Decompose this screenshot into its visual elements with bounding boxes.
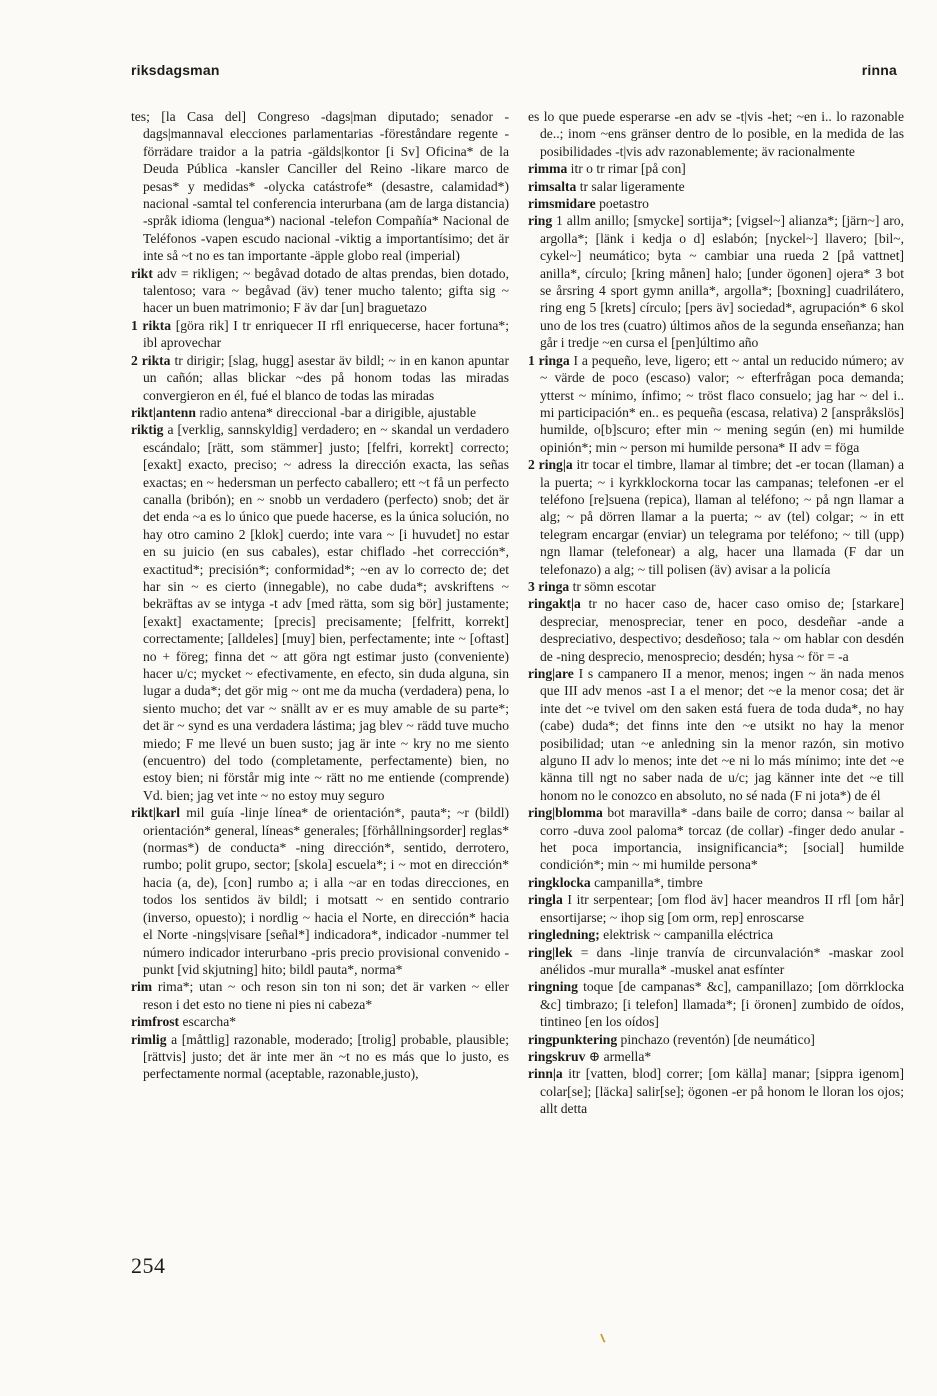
dictionary-entry — [528, 108, 904, 160]
dictionary-entry — [528, 212, 904, 351]
dictionary-entry — [131, 317, 509, 352]
dictionary-entry — [528, 578, 904, 595]
headword: rimsmidare — [528, 196, 596, 212]
dictionary-entry — [528, 160, 904, 177]
dictionary-entry — [528, 456, 904, 578]
definition-text: I itr serpentear; [om flod äv] hacer meandros II rfl [om hår] ensortijarse; ~ ihop sig [om orm, rep] enroscarse — [540, 892, 904, 925]
definition-text: tes; [la Casa del] Congreso -dags|man diputado; senador -dags|mannaval elecciones parlamentarias -föreståndare regente -förrädare traidor a la patria -gälds|kontor [i Sv] Oficina* de la Deuda Pública -kansler Canciller del Reino -likare marco de pesas* y medidas* -olycka catástrofe* (desastre, calamidad*) nacional -samtal tel conferencia interurbana (am de larga distancia) -språk idioma (lengua*) nacional -telefon Compañía* Nacional de Teléfonos -vapen escudo nacional -viktig a importantísimo; det är inte så ~t no es tan importante -äpple globo real (imperial) — [131, 109, 509, 264]
dictionary-entry — [528, 178, 904, 195]
dictionary-entry — [131, 1031, 509, 1083]
headword: riktig — [131, 422, 164, 438]
left-column — [131, 108, 509, 1083]
definition-text: toque [de campanas* &c], campanillazo; [om dörrklocka &c] timbrazo; [i telefon] llamada*; [i öronen] zumbido de oídos, tintineo [en los oídos] — [540, 979, 904, 1030]
dictionary-entry — [131, 421, 509, 804]
dictionary-entry — [528, 926, 904, 943]
dictionary-entry — [528, 978, 904, 1030]
headword: ringpunktering — [528, 1031, 618, 1047]
definition-text: pinchazo (reventón) [de neumático] — [620, 1031, 815, 1047]
dictionary-entry — [528, 891, 904, 926]
headword: rimma — [528, 161, 568, 177]
definition-text: tr sömn escotar — [572, 578, 656, 594]
running-head-left: riksdagsman — [131, 62, 220, 78]
headword: ringledning; — [528, 927, 600, 943]
headword: ring|blomma — [528, 805, 603, 821]
headword: ring|are — [528, 666, 574, 681]
dictionary-entry — [528, 665, 904, 804]
dictionary-entry — [528, 352, 905, 456]
definition-text: campanilla*, timbre — [594, 874, 703, 890]
definition-text: tr dirigir; [slag, hugg] asestar äv bildl; ~ in en kanon apuntar un cañón; allas blickar ~des på honom todas las miradas convergieron en él, fué el blanco de todas las miradas — [143, 352, 509, 403]
definition-text: = dans -linje tranvía de circunvalación* -maskar zool anélidos -mur muralla* -muskel anat esfínter — [540, 944, 904, 977]
definition-text: ⊕ armella* — [588, 1048, 652, 1064]
definition-text: adv = rikligen; ~ begåvad dotado de altas prendas, bien dotado, talentoso; vara ~ begåvad (äv) tener mucho talento; gifta sig ~ hacer un buen matrimonio; F äv dar [un] braguetazo — [143, 265, 509, 316]
headword: rikt|karl — [131, 805, 181, 821]
headword: rimlig — [131, 1031, 167, 1047]
headword: 1 rikta — [131, 317, 172, 333]
definition-text: elektrisk ~ campanilla eléctrica — [603, 927, 774, 943]
headword: ringskruv — [528, 1048, 586, 1064]
headword: rinn|a — [528, 1066, 563, 1082]
headword: ringklocka — [528, 874, 591, 890]
right-column — [528, 108, 904, 1118]
headword: 3 ringa — [528, 578, 570, 594]
definition-text: radio antena* direccional -bar a dirigible, ajustable — [199, 404, 477, 420]
definition-text: a [verklig, sannskyldig] verdadero; en ~ skandal un verdadero escándalo; [rätt, som stämmer] justo; [felfri, korrekt] correcto; [exakt] exacto, preciso; ~ adress la dirección exacta, las señas exactas; en ~ hedersman un perfecto caballero; ett ~t få un perfecto canalla (bribón); en ~ snobb un verdadero (perfecto) snob; det är det enda ~a es lo único que puede hacerse, es la única solución, no hay otro camino 2 [klok] cuerdo; inte vara ~ [i huvudet] no estar en su juicio (en sus cabales), estar chiflado -het corrección*, exactitud*; precisión*; conformidad*; ~en av lo correcto de; det har sin ~ es cierto (innegable), no cabe duda*; avskriftens ~ bekräftas av se intyga -t adv [med rätta, som sig bör] justamente; [exakt] exactamente; [precis] precisamente; [felfritt, korrekt] correctamente; [alldeles] [muy] bien, perfectamente; inte ~ [oftast] no + föreg; finna det ~ att göra ngt estimar justo (conveniente) hacer u/c; mycket ~ efectivamente, en efecto, sin duda alguna, sin lugar a duda*; det gör mig ~ ont me da mucha (verdadera) pena, lo siento mucho; det var ~ snällt av er es muy amable de su parte*; det är ~ synd es una verdadera lástima; jag blev ~ rädd tuve mucho miedo; F me llevé un buen susto; jag är inte ~ kry no me siento (encuentro) del todo (completamente, perfectamente) bien, no estoy bien; ni förstår mig inte ~ rätt no me entiende (comprende) Vd. bien; jag vet inte ~ no estoy muy seguro — [143, 422, 509, 803]
headword: rikt|antenn — [131, 404, 196, 420]
definition-text: rima*; utan ~ och reson sin ton ni son; det är varken ~ eller reson i det esto no tiene ni pies ni cabeza* — [143, 979, 509, 1012]
headword: ring|lek — [528, 944, 573, 960]
dictionary-entry — [528, 1031, 904, 1048]
definition-text: itr tocar el timbre, llamar al timbre; det -er tocan (llaman) a la puerta; ~ i kyrkklockorna tocar las campanas; telefonen -er el teléfono [re]suena (repica), llaman al teléfono; ~ på ngn llamar a alg; ~ på dörren llamar a la puerta; ~ av (tel) colgar; ~ in ett telegram encargar (enviar) un telegrama por teléfono; ~ till (upp) ngn llamar (telefonear) a alg, hacer una llamada (F dar un telefonazo) a alg; ~ till polisen (äv) avisar a la policía — [540, 457, 904, 577]
definition-text: bot maravilla* -dans baile de corro; dansa ~ bailar al corro -duva zool paloma* torcaz (de collar) -finger dedo anular -het poca importancia, insignificancia*; [social] humilde condición*; min ~ mi humilde persona* — [540, 805, 904, 873]
definition-text: [göra rik] I tr enriquecer II rfl enriquecerse, hacer fortuna*; ibl aprovechar — [143, 317, 509, 351]
headword: ringakt|a — [528, 596, 581, 612]
dictionary-entry — [131, 265, 509, 317]
definition-text: tr no hacer caso de, hacer caso omiso de; [starkare] despreciar, menospreciar, tener en poco, desdeñar -ande a despreciativo, despectivo; desdeñoso; tala ~ om hablar con desdén de -ning desprecio, menosprecio; desdén; hysa ~ för = -a — [540, 596, 904, 664]
dictionary-entry — [131, 804, 509, 978]
dictionary-entry — [528, 944, 904, 979]
dictionary-entry — [528, 1065, 904, 1117]
page-number: 254 — [131, 1253, 166, 1278]
headword: ring — [528, 213, 553, 229]
headword: 1 ringa — [528, 352, 570, 368]
definition-text: mil guía -linje línea* de orientación*, pauta*; ~r (bildl) orientación* general, líneas* generales; [förhållningsorder] reglas* (normas*) de conducta* -ning dirección*, sentido, derrotero, rumbo; polit grupo, sector; [skola] escuela*; i ~ mot en dirección* hacia (a, de), [con] rumbo a; i alla ~ar en todas direcciones, en todos los sentidos äv bildl; i motsatt ~ en sentido contrario (inverso, opuesto); i nordlig ~ hacia el Norte, en dirección* hacia el Norte -nings|visare [señal*] indicadora*, indicador -nummer tel número indicador interurbano -pris precio provisional convenido -punkt [vid skjutning] hito; bildl pauta*, norma* — [143, 805, 509, 977]
running-head-right: rinna — [861, 62, 897, 78]
headword: rikt — [131, 265, 153, 281]
definition-text: tr salar ligeramente — [579, 178, 685, 194]
definition-text: es lo que puede esperarse -en adv se -t|vis -het; ~en i.. lo razonable de..; inom ~ens gränser dentro de lo posible, en la medida de las posibilidades -t|vis adv razonablemente; äv racionalmente — [528, 109, 904, 159]
definition-text: 1 allm anillo; [smycke] sortija*; [vigsel~] alianza*; [järn~] aro, argolla*; [länk i kedja o d] eslabón; [nyckel~] llavero; [bil~, cykel~] neumático; byta ~ cambiar una rueda 2 [på vattnet] anilla*, círculo; [kring månen] halo; [under ögonen] ojera* 3 bot se årsring 4 sport gymn anilla*, argolla*; [boxning] cuadrilátero, ring eng 5 [krets] círculo; [pers äv] sociedad*, agrupación* 6 skol uno de los tres (cuatro) últimos años de la segunda enseñanza; han går i tredje ~en cursa el [pen]último año — [540, 213, 904, 351]
dictionary-entry — [131, 352, 509, 404]
headword: 2 ring|a — [528, 457, 573, 473]
definition-text: escarcha* — [182, 1014, 237, 1030]
headword: ringning — [528, 979, 578, 995]
definition-text: I a pequeño, leve, ligero; ett ~ antal un reducido número; av ~ värde de poco (escaso) valor; ~ efterfrågan poca demanda; ytterst ~ mínimo, ínfimo; ~ tröst flaco consuelo; jag har ~ del i.. mi participación* en.. es pequeña (escasa, relativa) 2 [anspråkslös] humilde, o[b]scuro; efter min ~ mening según (en) mi humilde opinión*; min ~ person mi humilde persona* II adv = föga — [540, 352, 905, 455]
dictionary-entry — [528, 195, 904, 212]
dictionary-entry — [528, 804, 904, 874]
dictionary-entry — [528, 1048, 904, 1065]
dictionary-entry — [528, 595, 904, 665]
headword: rimfrost — [131, 1014, 180, 1030]
dictionary-entry — [131, 404, 509, 421]
dictionary-entry — [528, 874, 904, 891]
definition-text: itr o tr rimar [på con] — [570, 161, 686, 177]
definition-text: itr [vatten, blod] correr; [om källa] manar; [sippra igenom] colar[se]; [läcka] salir[se]; ögonen -er på honom le lloran los ojos; allt detta — [540, 1066, 904, 1117]
dictionary-entry — [131, 978, 509, 1013]
headword: 2 rikta — [131, 352, 171, 368]
headword: ringla — [528, 892, 563, 908]
definition-text: I s campanero II a menor, menos; ingen ~ än nada menos que III adv menos -ast I a el menor; det ~e la menor cosa; det är inte det ~e tvivel om den saken está fuera de toda duda*, no hay (cabe) duda*; det finns inte den ~e utsikt no hay la menor posibilidad; utan ~e anledning sin la menor razón, sin motivo alguno II adv lo menos; inte det ~e ni lo más mínimo; inte det ~e känna till ngt no saber nada de u/c; jag känner inte det ~e till honom no le conozco en absoluto, no sé nada (F ni jota*) de él — [540, 666, 904, 803]
definition-text: poetastro — [599, 196, 649, 212]
dictionary-entry — [131, 108, 509, 265]
definition-text: a [måttlig] razonable, moderado; [trolig] probable, plausible; [rättvis] justo; det är inte mer än ~t no es más que lo justo, es perfectamente normal (aceptable, razonable,justo), — [143, 1031, 509, 1082]
headword: rim — [131, 979, 153, 995]
headword: rimsalta — [528, 178, 577, 194]
dictionary-entry — [131, 1013, 509, 1030]
ink-mark-icon — [600, 1333, 606, 1343]
